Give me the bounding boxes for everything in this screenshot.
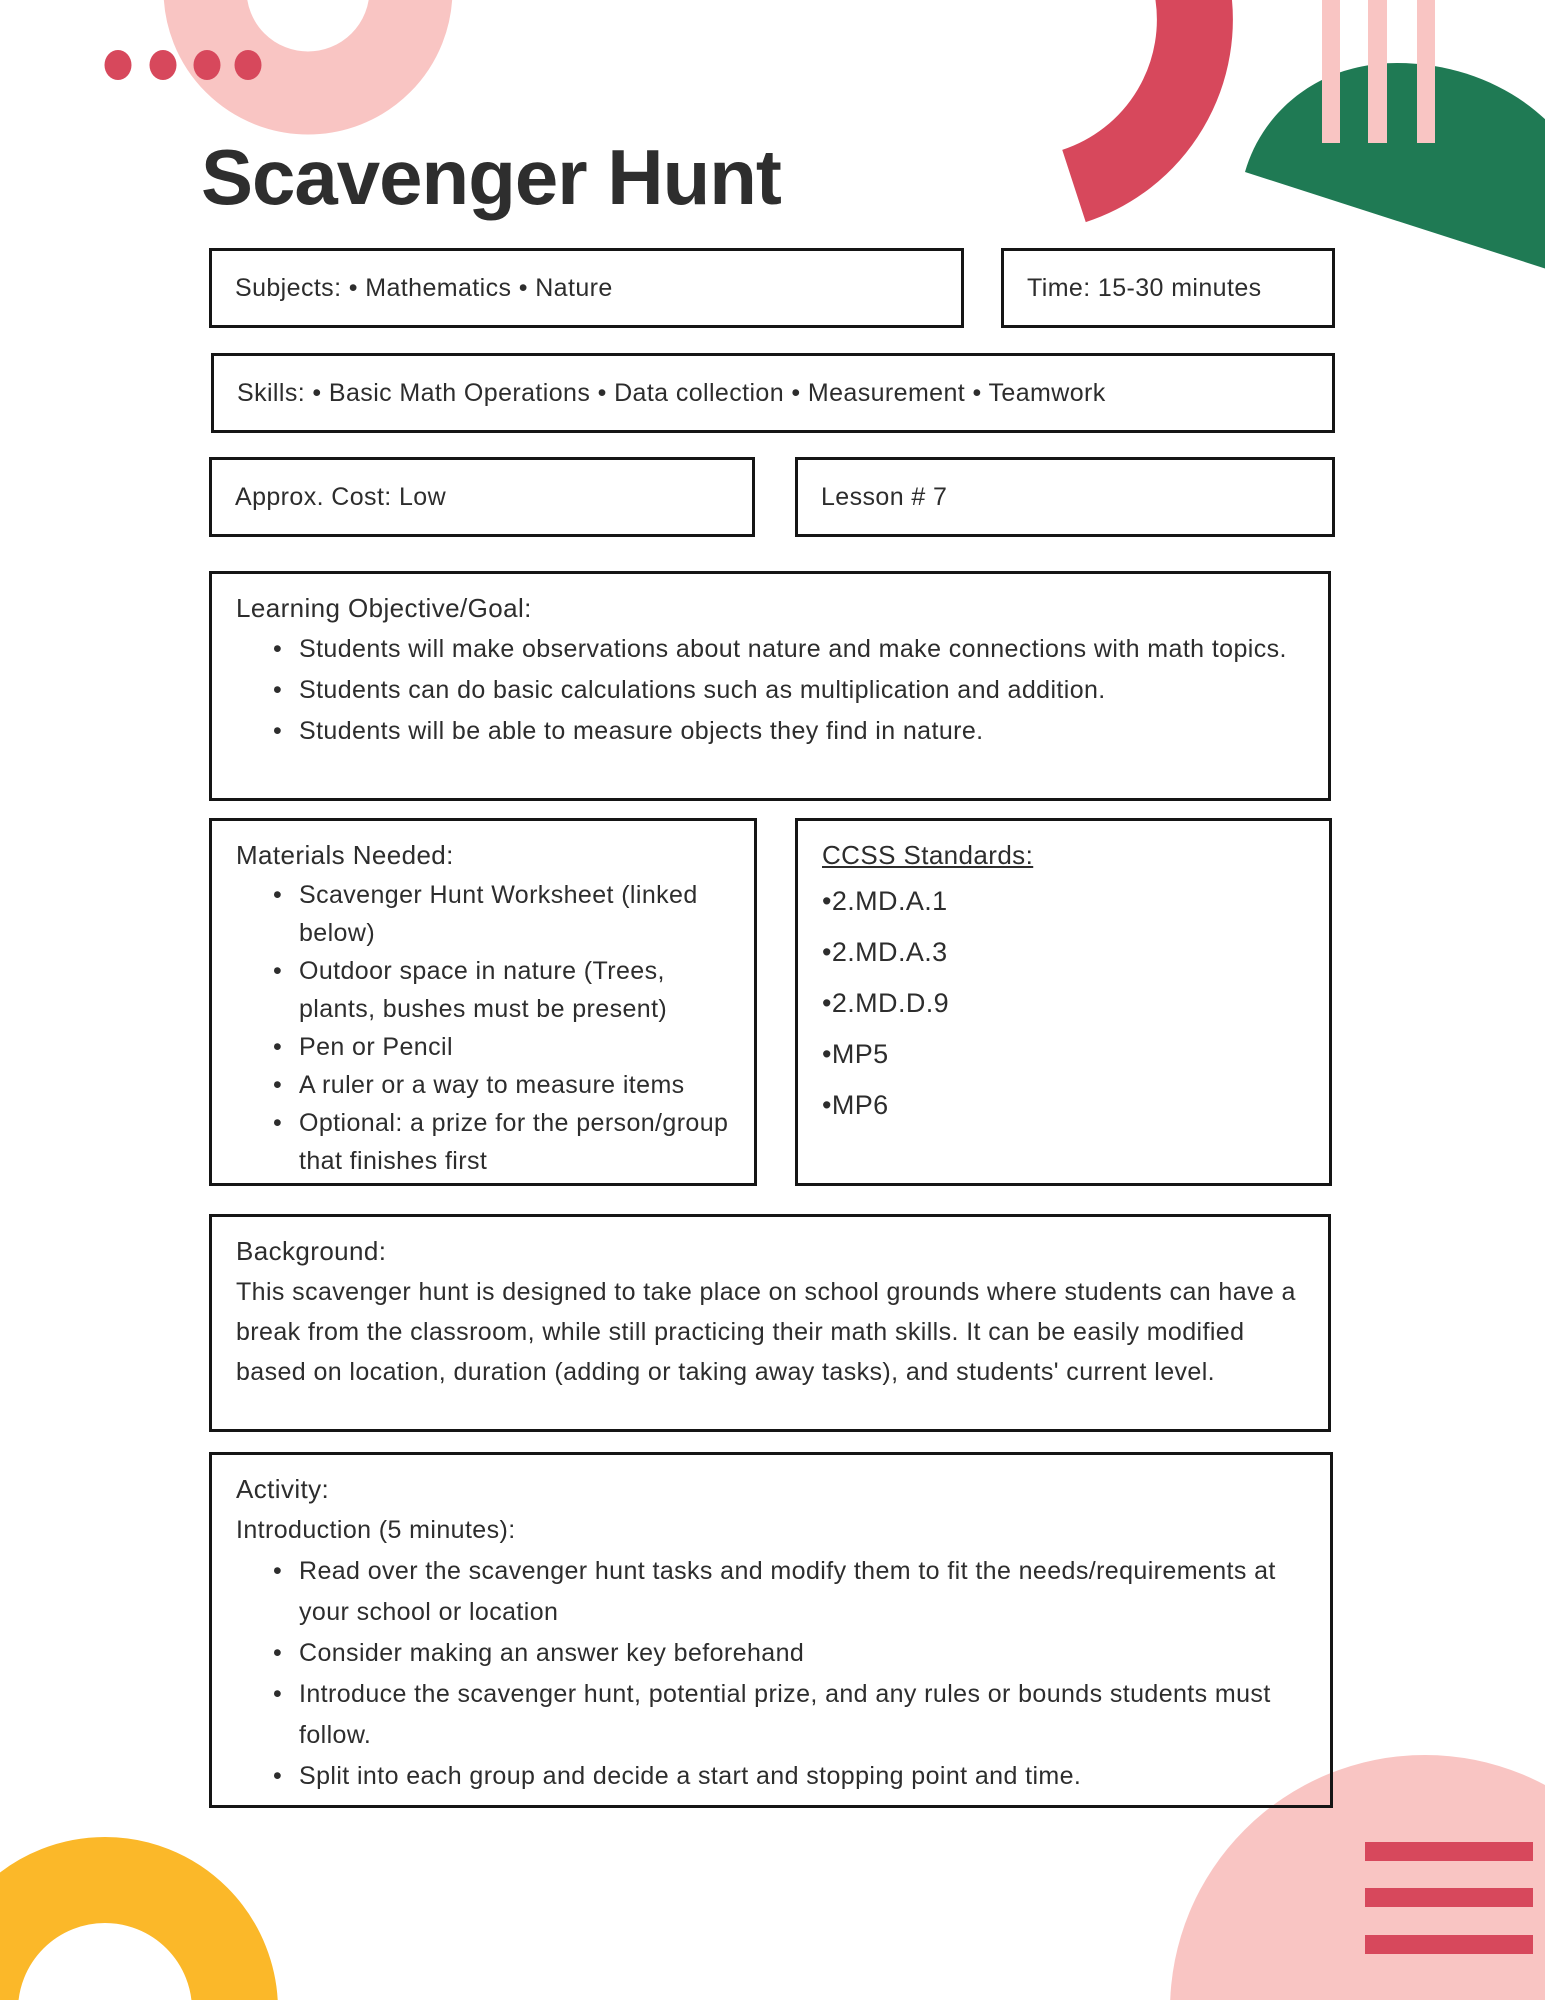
- list-item: • Students will make observations about nature and make connections with math topics.: [273, 629, 1304, 670]
- ccss-standard-item: •2.MD.D.9: [822, 988, 950, 1018]
- activity-box: [209, 1452, 1333, 1808]
- activity-label: Activity:: [236, 1474, 330, 1504]
- list-item: • Split into each group and decide a start and stopping point and time.: [273, 1756, 1306, 1797]
- ccss-standards-label: CCSS Standards:: [822, 840, 1034, 870]
- background-label: Background:: [236, 1236, 387, 1266]
- page-title: Scavenger Hunt: [201, 133, 781, 221]
- materials-label: Materials Needed:: [236, 840, 454, 870]
- materials-box: [209, 818, 757, 1186]
- ccss-standard-item: •2.MD.A.3: [822, 937, 948, 967]
- learning-objective-list: [236, 629, 1304, 752]
- time-box: [1001, 248, 1335, 328]
- list-item: • Outdoor space in nature (Trees, plants, bushes must be present): [273, 952, 730, 1028]
- list-item: • Optional: a prize for the person/group that finishes first: [273, 1104, 730, 1180]
- ccss-standard-item: •MP5: [822, 1039, 889, 1069]
- learning-objective-label: Learning Objective/Goal:: [236, 593, 532, 623]
- list-item: • Students will be able to measure objects they find in nature.: [273, 711, 1304, 752]
- ccss-standard-item: •MP6: [822, 1090, 889, 1120]
- activity-list: [236, 1551, 1306, 1797]
- subjects-text: Subjects: • Mathematics • Nature: [235, 273, 613, 302]
- background-text: This scavenger hunt is designed to take place on school grounds where students can have a break from the classroom, while still practicing their math skills. It can be easily modified based on location, duration (adding or taking away tasks), and students' current level.: [236, 1278, 1296, 1386]
- skills-text: Skills: • Basic Math Operations • Data collection • Measurement • Teamwork: [237, 378, 1106, 407]
- learning-objective-box: [209, 571, 1331, 801]
- time-text: Time: 15-30 minutes: [1027, 273, 1262, 302]
- list-item: • Consider making an answer key beforehand: [273, 1633, 1306, 1674]
- activity-intro-heading: Introduction (5 minutes):: [236, 1516, 516, 1544]
- list-item: • Pen or Pencil: [273, 1028, 730, 1066]
- materials-list: [236, 876, 730, 1180]
- ccss-standard-item: •2.MD.A.1: [822, 886, 948, 916]
- list-item: • Introduce the scavenger hunt, potential prize, and any rules or bounds students must follow.: [273, 1674, 1306, 1756]
- approx-cost-box: [209, 457, 755, 537]
- background-box: [209, 1214, 1331, 1432]
- list-item: • A ruler or a way to measure items: [273, 1066, 730, 1104]
- list-item: • Students can do basic calculations such as multiplication and addition.: [273, 670, 1304, 711]
- approx-cost-text: Approx. Cost: Low: [235, 482, 447, 511]
- skills-box: [211, 353, 1335, 433]
- lesson-number-box: [795, 457, 1335, 537]
- subjects-box: [209, 248, 964, 328]
- ccss-standards-box: [795, 818, 1332, 1186]
- list-item: • Read over the scavenger hunt tasks and modify them to fit the needs/requirements at your school or location: [273, 1551, 1306, 1633]
- list-item: • Scavenger Hunt Worksheet (linked below): [273, 876, 730, 952]
- lesson-number-text: Lesson # 7: [821, 482, 948, 511]
